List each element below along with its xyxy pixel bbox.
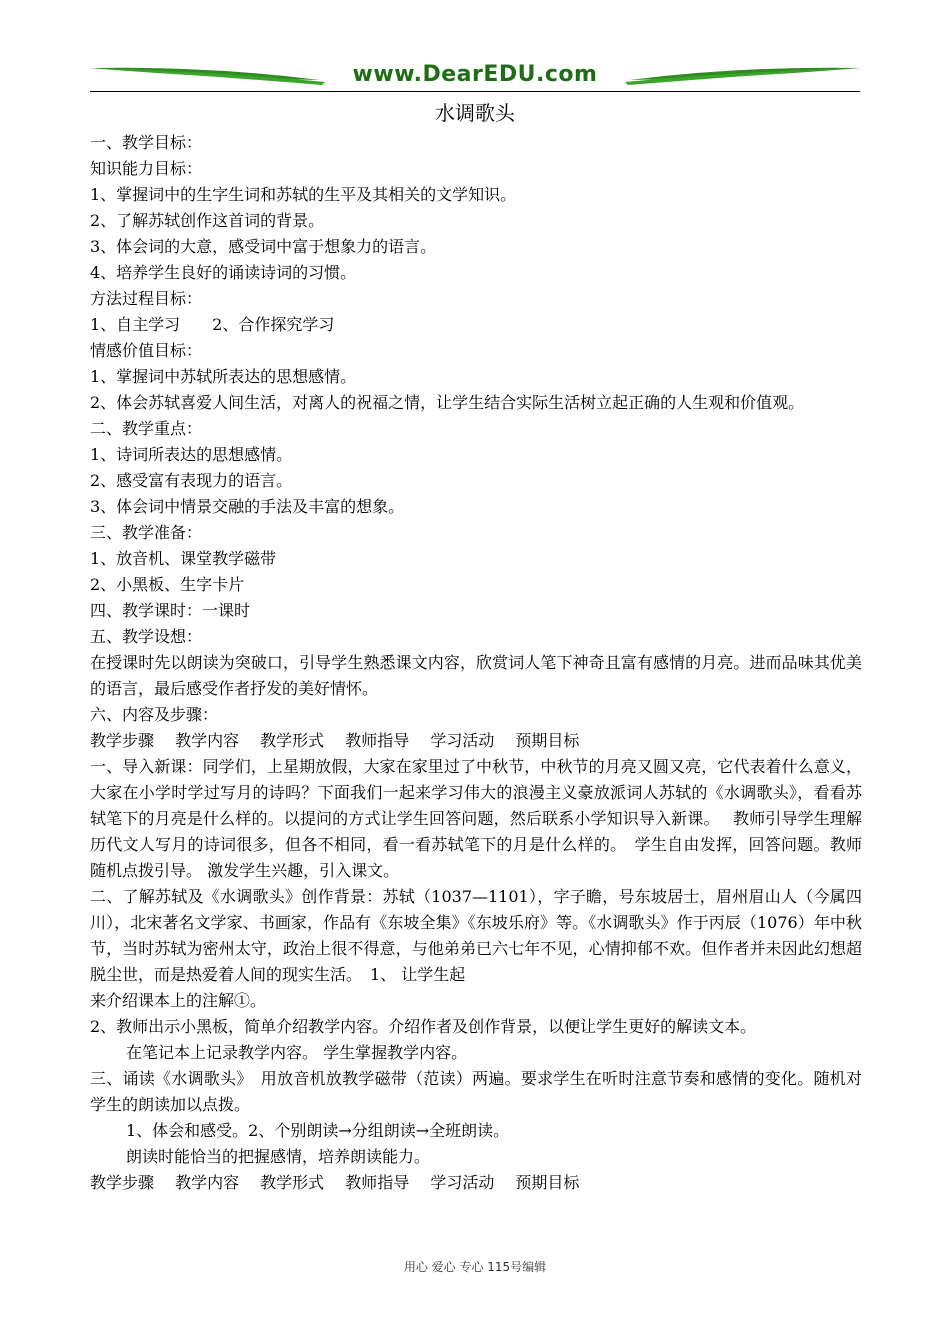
list-item: 1、掌握词中的生字生词和苏轼的生平及其相关的文学知识。 bbox=[90, 185, 517, 204]
document-title: 水调歌头 bbox=[435, 101, 515, 125]
paragraph: 二、了解苏轼及《水调歌头》创作背景：苏轼（1037—1101），字子瞻，号东坡居士，眉州眉山人（今属四川），北宋著名文学家、书画家，作品有《东坡全集》《东坡乐府》等。《水调歌头》作于丙辰（1076）年中秋节，当时苏轼为密州太守，政治上很不得意，与他弟弟已六七年不见，心情抑郁不欢。但作者并未因此幻想超脱尘世，而是热爱着人间的现实生活。 1、 让学生起 bbox=[90, 887, 862, 984]
document-body bbox=[90, 130, 862, 1196]
list-item: 4、培养学生良好的诵读诗词的习惯。 bbox=[90, 263, 357, 282]
list-item: 2、了解苏轼创作这首词的背景。 bbox=[90, 211, 325, 230]
paragraph: 三、诵读《水调歌头》 用放音机放教学磁带（范读）两遍。要求学生在听时注意节奏和感情的变化。随机对学生的朗读加以点拨。 bbox=[90, 1069, 862, 1114]
banner-site-url: www.DearEDU.com bbox=[352, 62, 598, 87]
list-item: 1、放音机、课堂教学磁带 bbox=[90, 549, 277, 568]
subsection-heading: 情感价值目标： bbox=[90, 341, 203, 360]
header-rule bbox=[90, 91, 860, 92]
list-item: 1、掌握词中苏轼所表达的思想感情。 bbox=[90, 367, 357, 386]
section-heading: 一、教学目标： bbox=[90, 133, 203, 152]
section-heading: 二、教学重点： bbox=[90, 419, 203, 438]
list-item: 2、感受富有表现力的语言。 bbox=[90, 471, 293, 490]
paragraph: 朗读时能恰当的把握感情，培养朗读能力。 bbox=[126, 1147, 431, 1166]
subsection-heading: 知识能力目标： bbox=[90, 159, 203, 178]
list-item: 3、体会词中情景交融的手法及丰富的想象。 bbox=[90, 497, 405, 516]
list-item: 3、体会词的大意，感受词中富于想象力的语言。 bbox=[90, 237, 437, 256]
subsection-heading: 方法过程目标： bbox=[90, 289, 203, 308]
table-header-row: 教学步骤 教学内容 教学形式 教师指导 学习活动 预期目标 bbox=[90, 731, 580, 750]
list-item: 2、小黑板、生字卡片 bbox=[90, 575, 245, 594]
paragraph: 在授课时先以朗读为突破口，引导学生熟悉课文内容，欣赏词人笔下神奇且富有感情的月亮。进而品味其优美的语言，最后感受作者抒发的美好情怀。 bbox=[90, 653, 862, 698]
section-heading: 三、教学准备： bbox=[90, 523, 203, 542]
paragraph: 一、导入新课：同学们，上星期放假，大家在家里过了中秋节，中秋节的月亮又圆又亮，它代表着什么意义，大家在小学时学过写月的诗吗？下面我们一起来学习伟大的浪漫主义豪放派词人苏轼的《水调歌头》，看看苏轼笔下的月亮是什么样的。以提问的方式让学生回答问题，然后联系小学知识导入新课。 教师引导学生理解历代文人写月的诗词很多，但各不相同，看一看苏轼笔下的月是什么样的。 学生自由发挥，回答问题。教师随机点拨引导。 激发学生兴趣，引入课文。 bbox=[90, 757, 862, 880]
section-heading: 五、教学设想： bbox=[90, 627, 203, 646]
paragraph: 来介绍课本上的注解①。 bbox=[90, 991, 267, 1010]
page-footer: 用心 爱心 专心 115号编辑 bbox=[403, 1260, 547, 1274]
section-heading: 四、教学课时：一课时 bbox=[90, 601, 251, 620]
section-heading: 六、内容及步骤： bbox=[90, 705, 219, 724]
list-item: 1、诗词所表达的思想感情。 bbox=[90, 445, 293, 464]
paragraph: 1、体会和感受。2、个别朗读→分组朗读→全班朗读。 bbox=[126, 1121, 510, 1140]
list-item: 1、自主学习 2、合作探究学习 bbox=[90, 315, 335, 334]
paragraph: 2、教师出示小黑板，简单介绍教学内容。介绍作者及创作背景，以便让学生更好的解读文本。 bbox=[90, 1017, 757, 1036]
paragraph: 在笔记本上记录教学内容。 学生掌握教学内容。 bbox=[126, 1043, 468, 1062]
site-banner bbox=[90, 58, 860, 98]
list-item: 2、体会苏轼喜爱人间生活，对离人的祝福之情，让学生结合实际生活树立起正确的人生观和价值观。 bbox=[90, 393, 805, 412]
table-header-row: 教学步骤 教学内容 教学形式 教师指导 学习活动 预期目标 bbox=[90, 1173, 580, 1192]
